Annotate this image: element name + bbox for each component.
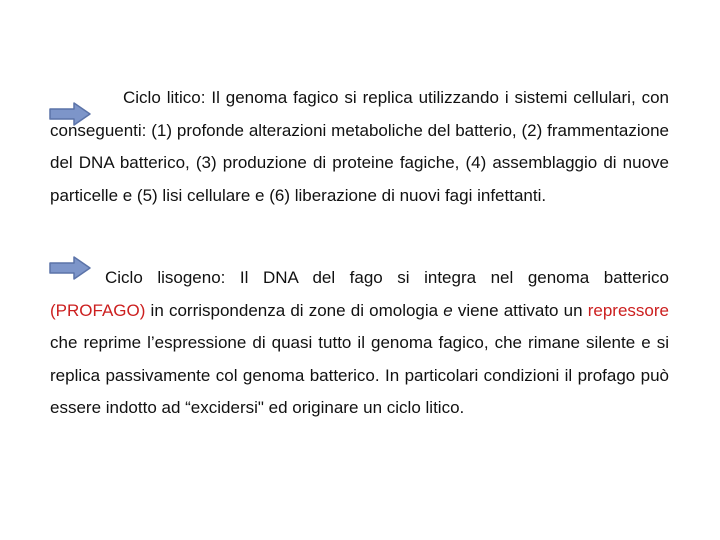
- conjunction-italic: e: [443, 300, 453, 320]
- lytic-cycle-text: Il genoma fagico si replica utilizzando i sistemi cellulari, con conseguenti: (1) profonde alterazioni metaboliche del batterio, (2) frammentazione del DNA batterico, (3) produzione di proteine fagiche, (4) assemblaggio di nuove particelle e (5) lisi cellulare e (6) liberazione di nuovi fagi infettanti.: [50, 88, 669, 205]
- lysogenic-text-c: viene attivato un: [452, 300, 588, 320]
- lysogenic-text-a: Il DNA del fago si integra nel genoma batterico: [225, 268, 669, 287]
- prophage-term: (PROFAGO): [50, 300, 146, 320]
- lytic-cycle-term: Ciclo litico: [123, 88, 201, 107]
- lytic-cycle-colon: :: [200, 88, 206, 107]
- lytic-cycle-paragraph: [50, 82, 669, 212]
- lysogenic-cycle-term: Ciclo lisogeno: [105, 268, 221, 287]
- lysogenic-text-b: in corrispondenza di zone di omologia: [145, 300, 444, 320]
- repressor-term: repressore: [587, 300, 669, 320]
- lysogenic-cycle-paragraph: [50, 262, 669, 425]
- lysogenic-text-d: che reprime l’espressione di quasi tutto il genoma fagico, che rimane silente e si replica passivamente col genoma batterico. In particolari condizioni il profago può essere indotto ad “excidersi" ed originare un ciclo litico.: [50, 333, 669, 417]
- lysogenic-cycle-colon: :: [220, 268, 226, 287]
